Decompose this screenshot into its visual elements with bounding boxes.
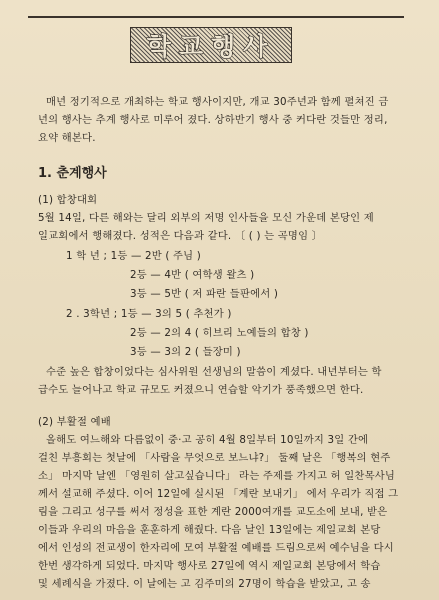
subsection-heading: (1) 합창대회	[38, 194, 98, 206]
paragraph-line: 5월 14일, 다른 해와는 달리 외부의 저명 인사들을 모신 가운데 본당인 제	[38, 212, 374, 224]
result-line: 2등 — 4반 ( 여학생 왈츠 )	[130, 269, 255, 281]
intro-line: 년의 행사는 추계 행사로 미루어 졌다. 상하반기 행사 중 커다란 것들만 정리,	[38, 114, 388, 126]
result-line: 2 . 3학년 ; 1등 — 3의 5 ( 추천가 )	[66, 308, 232, 320]
result-line: 3등 — 5반 ( 저 파란 들판에서 )	[130, 288, 279, 300]
page-title-box	[130, 27, 292, 63]
paragraph-line: 및 세례식을 가졌다. 이 날에는 고 김주미의 27명이 학습을 받았고, 고 송	[38, 578, 371, 590]
top-rule	[28, 16, 404, 18]
paragraph-line: 림을 그리고 성구를 써서 정성을 표한 계란 2000여개를 교도소에 보내, 받은	[38, 506, 388, 518]
paragraph-line: 이들과 우리의 마음을 훈훈하게 해줬다. 다음 날인 13일에는 제일교회 본당	[38, 524, 381, 536]
intro-line: 요약 해본다.	[38, 132, 96, 144]
result-line: 2등 — 2의 4 ( 히브리 노예들의 합창 )	[130, 327, 309, 339]
section-heading: 1. 춘계행사	[38, 166, 107, 181]
subsection-heading: (2) 부활절 예배	[38, 416, 111, 428]
result-line: 1 학 년 ; 1등 — 2반 ( 주님 )	[66, 250, 201, 262]
paragraph-line: 소」 마지막 날엔 「영원히 살고싶습니다」 라는 주제를 가지고 허 일찬목사님	[38, 470, 396, 482]
paragraph-line: 급수도 늘어나고 학교 규모도 커졌으니 연습할 악기가 풍족했으면 한다.	[38, 384, 364, 396]
paragraph-line: 께서 설교해 주셨다. 이어 12일에 실시된 「계란 보내기」 에서 우리가 직접 그	[38, 488, 399, 500]
paragraph-line: 수준 높은 합창이었다는 심사위원 선생님의 말씀이 계셨다. 내년부터는 학	[46, 366, 382, 378]
intro-line: 매년 정기적으로 개최하는 학교 행사이지만, 개교 30주년과 함께 펼쳐진 금	[46, 96, 389, 108]
paragraph-line: 걸친 부흥회는 첫날에 「사람을 무엇으로 보느냐?」 둘째 날은 「행복의 현주	[38, 452, 391, 464]
page-title: 학교행사	[146, 32, 276, 61]
paragraph-line: 일교회에서 행해졌다. 성적은 다음과 같다. 〔 ( ) 는 곡명임 〕	[38, 230, 323, 242]
paragraph-line: 올해도 여느해와 다름없이 중·고 공히 4월 8일부터 10일까지 3일 간에	[46, 434, 369, 446]
paragraph-line: 한번 생각하게 되었다. 마지막 행사로 27일에 역시 제일교회 본당에서 학습	[38, 560, 381, 572]
paragraph-line: 에서 인성의 전교생이 한자리에 모여 부활절 예배를 드림으로써 예수님을 다시	[38, 542, 394, 554]
result-line: 3등 — 3의 2 ( 들장미 )	[130, 346, 241, 358]
